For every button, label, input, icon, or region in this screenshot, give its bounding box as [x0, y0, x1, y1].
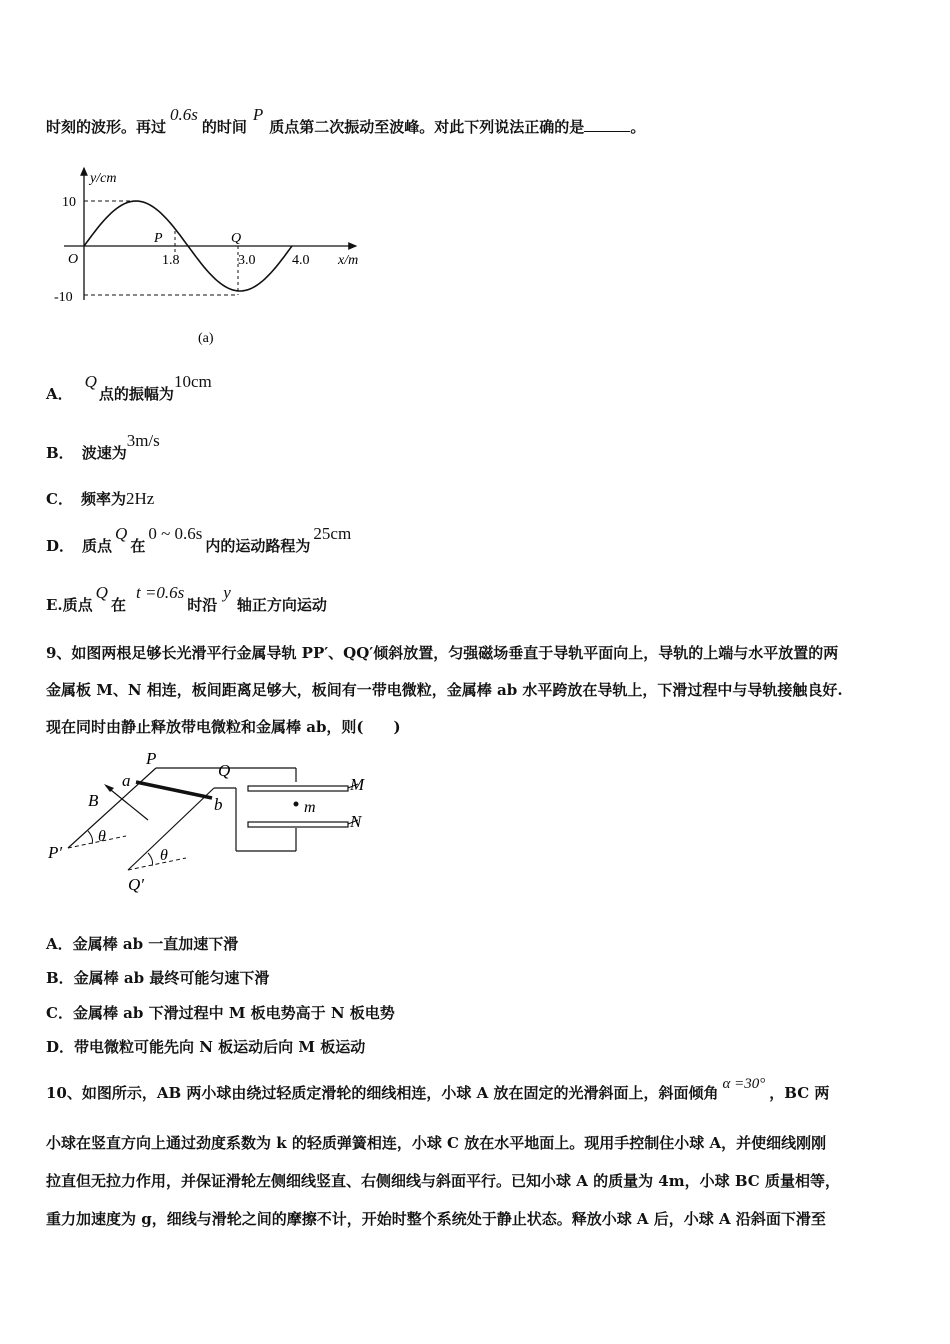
q8-stem-text-c: 质点第二次振动至波峰。对此下列说法正确的是 [269, 118, 585, 136]
symbol-q: Q [115, 524, 128, 543]
option-text: 在 [110, 596, 126, 614]
x-axis-label: x/m [338, 253, 359, 268]
rail-figure [44, 748, 384, 898]
option-text: 点的振幅为 [98, 385, 174, 403]
option-text: 在 [130, 537, 146, 555]
q8-option-d [46, 524, 352, 556]
q10-stem-line2: 小球在竖直方向上通过劲度系数为 k 的轻质弹簧相连，小球 C 放在水平地面上。现用手控制住小球 A，并使细线刚刚 [46, 1134, 827, 1152]
plate-m [248, 786, 348, 791]
x-tick-1.8: 1.8 [162, 253, 180, 268]
metal-rod [136, 782, 212, 798]
q8-stem [46, 105, 646, 137]
q9-stem-line2: 金属板 M、N 相连，板间距离足够大，板间有一带电微粒，金属棒 ab 水平跨放在导轨上，下滑过程中与导轨接触良好. [46, 681, 843, 699]
label-m-plate: M [350, 775, 365, 794]
time-range-value: 0 ~ 0.6s [148, 524, 203, 543]
q9-option-b: B．金属棒 ab 最终可能匀速下滑 [46, 969, 270, 987]
option-text: 频率为 [80, 490, 126, 508]
point-q-label: Q [231, 231, 242, 246]
y-tick-minus10: -10 [54, 290, 73, 305]
angle-value: α =30° [722, 1076, 766, 1092]
q8-stem-time: 0.6s [170, 105, 198, 124]
option-letter: E. [46, 596, 63, 614]
option-text: 质点 [62, 596, 93, 614]
option-letter: D． [46, 537, 75, 555]
label-field-b: B [88, 791, 99, 810]
time-value: t =0.6s [135, 583, 185, 602]
q8-stem-text-a: 时刻的波形。再过 [46, 118, 167, 136]
q8-stem-end: 。 [630, 118, 646, 136]
charged-particle [294, 802, 299, 807]
q8-option-b [46, 431, 160, 463]
y-axis-label: y/cm [90, 171, 117, 186]
q9-option-c: C．金属棒 ab 下滑过程中 M 板电势高于 N 板电势 [46, 1004, 395, 1022]
label-theta-1: θ [98, 828, 106, 845]
option-text: 时沿 [187, 596, 218, 614]
frequency-value: 2Hz [125, 489, 155, 508]
q8-option-a [46, 372, 212, 404]
label-p-prime: P′ [48, 843, 63, 862]
q10-stem-line4: 重力加速度为 g，细线与滑轮之间的摩擦不计，开始时整个系统处于静止状态。释放小球 A 后，小球 A 沿斜面下滑至 [46, 1210, 826, 1228]
label-b: b [214, 795, 223, 814]
q10-text-b: ，BC 两 [769, 1084, 830, 1102]
q8-option-c [46, 488, 154, 509]
option-letter: C． [46, 490, 73, 508]
amplitude-value: 10cm [173, 372, 212, 391]
symbol-q: Q [84, 372, 97, 391]
option-text: 质点 [82, 537, 113, 555]
origin-label: O [68, 252, 79, 267]
option-text: 轴正方向运动 [236, 596, 327, 614]
plate-n [248, 822, 348, 827]
option-text: 波速为 [81, 444, 127, 462]
wave-figure [48, 160, 378, 355]
option-letter: B． [46, 444, 74, 462]
answer-blank [584, 119, 630, 132]
label-n-plate: N [350, 812, 362, 831]
q10-stem-line3: 拉直但无拉力作用，并保证滑轮左侧细线竖直、右侧细线与斜面平行。已知小球 A 的质量为 4m，小球 BC 质量相等， [46, 1172, 840, 1190]
symbol-q: Q [95, 583, 108, 602]
path-length-value: 25cm [313, 524, 352, 543]
q8-option-e [46, 583, 327, 615]
y-tick-10: 10 [62, 195, 76, 210]
q10-text-a: 10、如图所示，AB 两小球由绕过轻质定滑轮的细线相连，小球 A 放在固定的光滑斜面上，斜面倾角 [46, 1084, 719, 1102]
option-letter: A． [46, 385, 73, 403]
q9-stem-line3: 现在同时由静止释放带电微粒和金属棒 ab，则( ) [46, 718, 401, 736]
label-q-prime: Q′ [128, 875, 144, 894]
point-p-label: P [154, 231, 163, 246]
symbol-y: y [223, 583, 231, 602]
label-mass: m [304, 799, 316, 816]
label-a: a [122, 771, 131, 790]
q8-stem-text-b: 的时间 [201, 118, 247, 136]
q10-stem-line1 [46, 1076, 830, 1103]
option-text: 内的运动路程为 [205, 537, 311, 555]
label-q: Q [218, 761, 231, 780]
x-tick-3.0: 3.0 [238, 253, 256, 268]
figure-caption: (a) [198, 331, 214, 346]
q9-option-a: A．金属棒 ab 一直加速下滑 [46, 935, 239, 953]
label-theta-2: θ [160, 847, 168, 864]
q9-option-d: D．带电微粒可能先向 N 板运动后向 M 板运动 [46, 1038, 366, 1056]
q8-stem-point-p: P [252, 105, 264, 124]
x-tick-4.0: 4.0 [292, 253, 310, 268]
label-p: P [146, 749, 157, 768]
speed-value: 3m/s [126, 431, 160, 450]
q9-stem-line1: 9、如图两根足够长光滑平行金属导轨 PP′、QQ′倾斜放置，匀强磁场垂直于导轨平面向上，导轨的上端与水平放置的两 [46, 644, 839, 662]
